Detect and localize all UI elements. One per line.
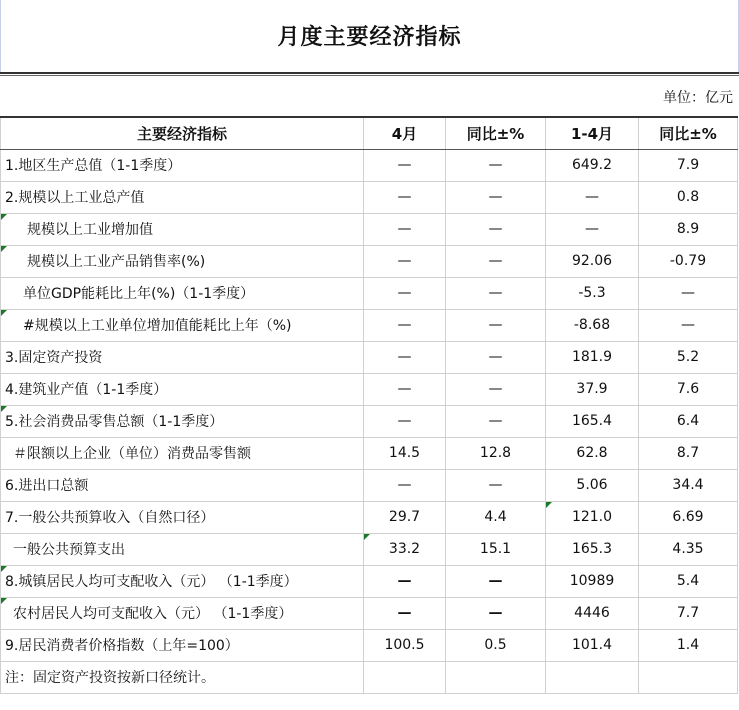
cell-april: — <box>364 565 446 597</box>
cell-april-yoy: — <box>446 181 546 213</box>
cell-jan-apr: 5.06 <box>546 469 639 501</box>
header-jan-apr-yoy: 同比±% <box>639 117 738 149</box>
cell-april: — <box>364 149 446 181</box>
cell-april-yoy: — <box>446 277 546 309</box>
cell-april-yoy: 0.5 <box>446 629 546 661</box>
comment-marker-icon <box>364 534 370 540</box>
cell-april: — <box>364 405 446 437</box>
comment-marker-icon <box>1 214 7 220</box>
cell-jan-apr-yoy: — <box>639 277 738 309</box>
cell-jan-apr-yoy: 7.6 <box>639 373 738 405</box>
table-row <box>1 533 738 565</box>
row-label: 规模以上工业产品销售率(%) <box>1 245 364 277</box>
cell-april-yoy: 15.1 <box>446 533 546 565</box>
cell-jan-apr-yoy: 0.8 <box>639 181 738 213</box>
cell-april: — <box>364 341 446 373</box>
header-april: 4月 <box>364 117 446 149</box>
cell-jan-apr: 62.8 <box>546 437 639 469</box>
cell-jan-apr-yoy: 8.9 <box>639 213 738 245</box>
table-row <box>1 501 738 533</box>
cell-jan-apr-yoy: 1.4 <box>639 629 738 661</box>
cell-jan-apr: 165.4 <box>546 405 639 437</box>
cell-jan-apr: 649.2 <box>546 149 639 181</box>
cell-jan-apr-yoy: 7.7 <box>639 597 738 629</box>
comment-marker-icon <box>546 502 552 508</box>
cell-jan-apr: -5.3 <box>546 277 639 309</box>
note-row <box>1 661 738 693</box>
cell-jan-apr: 92.06 <box>546 245 639 277</box>
cell-jan-apr-yoy: 6.4 <box>639 405 738 437</box>
cell-april: — <box>364 245 446 277</box>
cell-jan-apr-yoy: 8.7 <box>639 437 738 469</box>
cell-jan-apr: 121.0 <box>546 501 639 533</box>
row-label: 7.一般公共预算收入（自然口径） <box>1 501 364 533</box>
cell-jan-apr: 37.9 <box>546 373 639 405</box>
table-row <box>1 245 738 277</box>
cell-jan-apr-yoy: 34.4 <box>639 469 738 501</box>
row-label: #规模以上工业单位增加值能耗比上年（%) <box>1 309 364 341</box>
row-label: 农村居民人均可支配收入（元） （1-1季度） <box>1 597 364 629</box>
row-label: 6.进出口总额 <box>1 469 364 501</box>
cell-jan-apr-yoy: 7.9 <box>639 149 738 181</box>
table-row <box>1 373 738 405</box>
note-empty-cell <box>639 661 738 693</box>
row-label: 一般公共预算支出 <box>1 533 364 565</box>
cell-april: — <box>364 373 446 405</box>
table-row <box>1 597 738 629</box>
unit-label: 单位：亿元 <box>663 90 733 106</box>
table-row <box>1 341 738 373</box>
cell-april: — <box>364 597 446 629</box>
row-label: 9.居民消费者价格指数（上年=100） <box>1 629 364 661</box>
header-indicator: 主要经济指标 <box>1 117 364 149</box>
cell-april-yoy: — <box>446 469 546 501</box>
table-header-row <box>1 117 738 149</box>
note-empty-cell <box>446 661 546 693</box>
cell-jan-apr-yoy: — <box>639 309 738 341</box>
cell-april-yoy: — <box>446 245 546 277</box>
table-row <box>1 277 738 309</box>
cell-jan-apr: 181.9 <box>546 341 639 373</box>
table-row <box>1 213 738 245</box>
note-empty-cell <box>364 661 446 693</box>
row-label: 规模以上工业增加值 <box>1 213 364 245</box>
table-row <box>1 565 738 597</box>
cell-april: — <box>364 277 446 309</box>
table-row <box>1 181 738 213</box>
cell-jan-apr: 165.3 <box>546 533 639 565</box>
header-april-yoy: 同比±% <box>446 117 546 149</box>
cell-april: — <box>364 213 446 245</box>
cell-april-yoy: — <box>446 373 546 405</box>
cell-jan-apr-yoy: -0.79 <box>639 245 738 277</box>
comment-marker-icon <box>1 310 7 316</box>
comment-marker-icon <box>1 246 7 252</box>
note-text: 注：固定资产投资按新口径统计。 <box>1 661 364 693</box>
cell-april-yoy: — <box>446 213 546 245</box>
cell-jan-apr-yoy: 5.4 <box>639 565 738 597</box>
cell-jan-apr: 101.4 <box>546 629 639 661</box>
row-label: 单位GDP能耗比上年(%)（1-1季度） <box>1 277 364 309</box>
table-row <box>1 469 738 501</box>
cell-jan-apr: — <box>546 213 639 245</box>
cell-april-yoy: — <box>446 405 546 437</box>
row-label: 5.社会消费品零售总额（1-1季度） <box>1 405 364 437</box>
cell-april-yoy: 4.4 <box>446 501 546 533</box>
cell-april: — <box>364 469 446 501</box>
title-area <box>0 0 739 73</box>
cell-april: 14.5 <box>364 437 446 469</box>
header-jan-apr: 1-4月 <box>546 117 639 149</box>
page-title: 月度主要经济指标 <box>277 25 462 50</box>
cell-april: 33.2 <box>364 533 446 565</box>
note-empty-cell <box>546 661 639 693</box>
cell-jan-apr-yoy: 6.69 <box>639 501 738 533</box>
row-label: 1.地区生产总值（1-1季度） <box>1 149 364 181</box>
comment-marker-icon <box>1 598 7 604</box>
cell-april-yoy: — <box>446 597 546 629</box>
cell-april: — <box>364 309 446 341</box>
comment-marker-icon <box>1 566 7 572</box>
cell-jan-apr: 10989 <box>546 565 639 597</box>
cell-april-yoy: — <box>446 565 546 597</box>
cell-april: 100.5 <box>364 629 446 661</box>
cell-april: — <box>364 181 446 213</box>
row-label: ＃限额以上企业（单位）消费品零售额 <box>1 437 364 469</box>
cell-jan-apr: — <box>546 181 639 213</box>
table-row <box>1 149 738 181</box>
cell-jan-apr: 4446 <box>546 597 639 629</box>
cell-april-yoy: — <box>446 149 546 181</box>
cell-april: 29.7 <box>364 501 446 533</box>
cell-jan-apr: -8.68 <box>546 309 639 341</box>
table-row <box>1 437 738 469</box>
row-label: 8.城镇居民人均可支配收入（元） （1-1季度） <box>1 565 364 597</box>
cell-april-yoy: — <box>446 309 546 341</box>
title-divider <box>0 72 739 74</box>
row-label: 3.固定资产投资 <box>1 341 364 373</box>
table-row <box>1 309 738 341</box>
title-divider-thin <box>0 75 739 76</box>
indicator-table <box>0 116 738 694</box>
cell-april-yoy: 12.8 <box>446 437 546 469</box>
comment-marker-icon <box>1 406 7 412</box>
row-label: 2.规模以上工业总产值 <box>1 181 364 213</box>
table-row <box>1 629 738 661</box>
row-label: 4.建筑业产值（1-1季度） <box>1 373 364 405</box>
cell-jan-apr-yoy: 4.35 <box>639 533 738 565</box>
cell-april-yoy: — <box>446 341 546 373</box>
table-row <box>1 405 738 437</box>
cell-jan-apr-yoy: 5.2 <box>639 341 738 373</box>
